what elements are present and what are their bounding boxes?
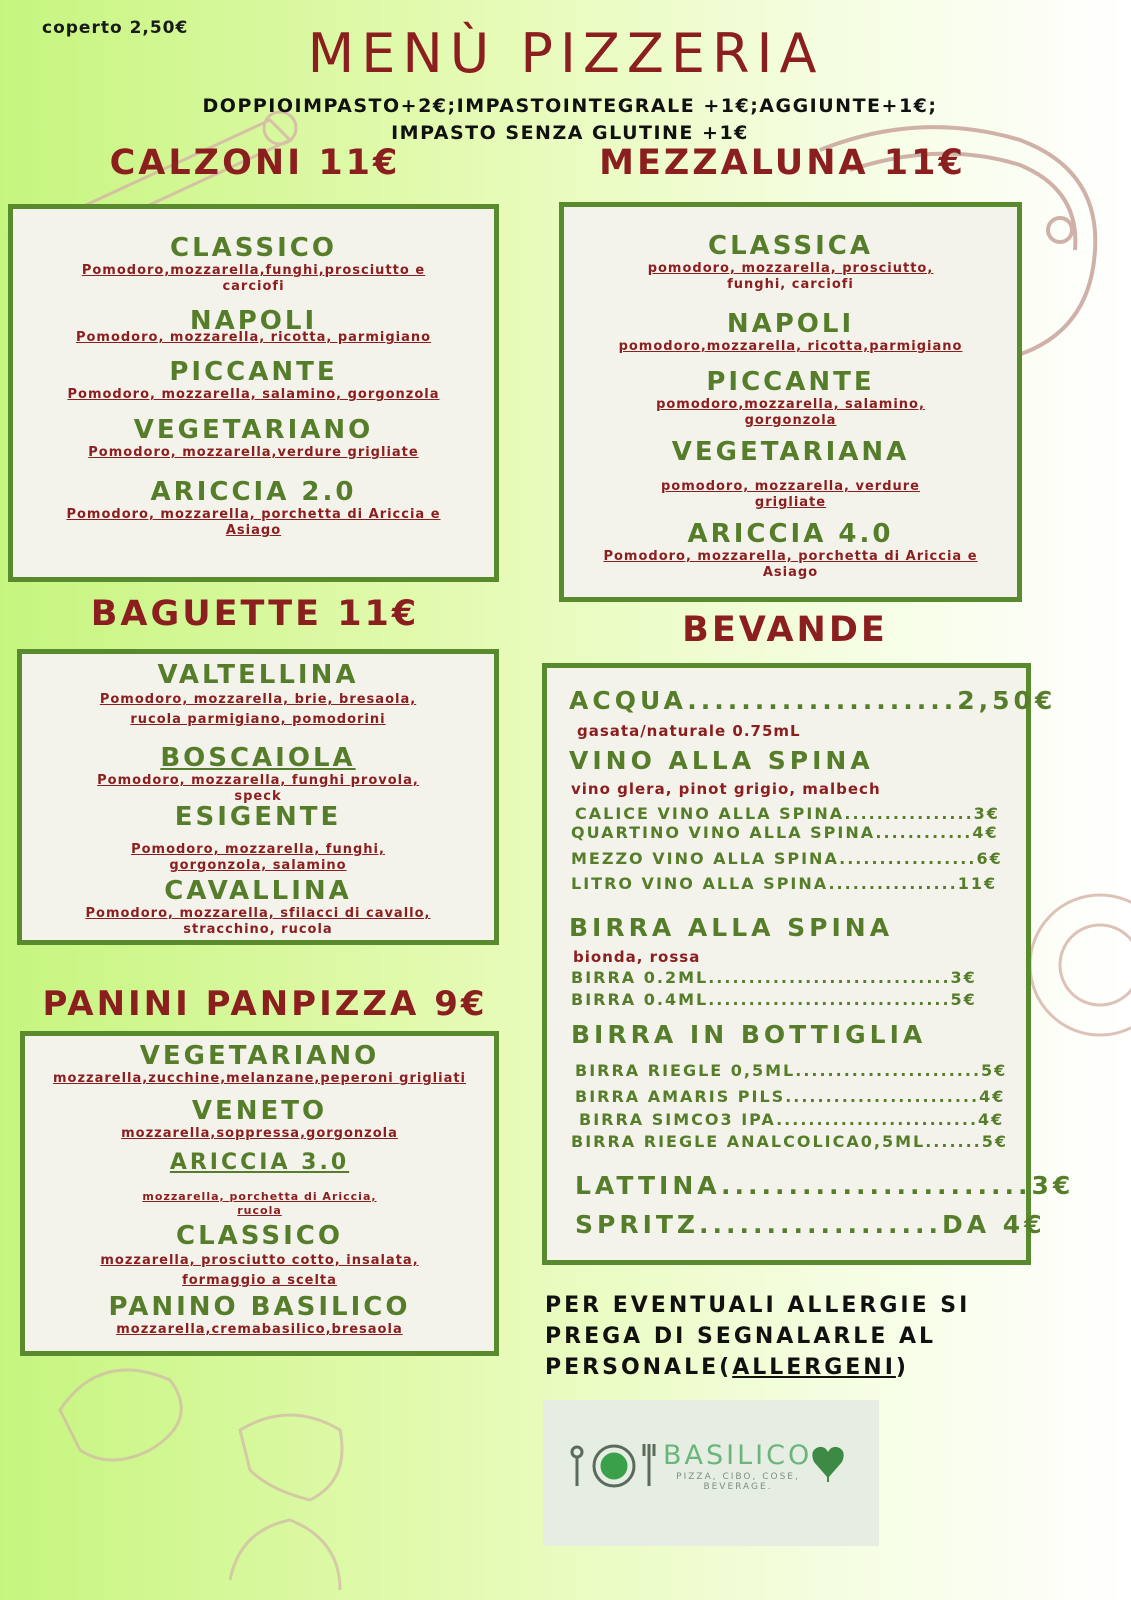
menu-item <box>25 1041 494 1087</box>
item-name: BOSCAIOLA <box>160 743 356 773</box>
acqua-note: gasata/naturale 0.75mL <box>577 722 801 740</box>
item-desc: Pomodoro, mozzarella, funghi provola, <box>97 773 419 788</box>
item-name: PICCANTE <box>169 357 338 387</box>
item-name: NAPOLI <box>726 309 855 339</box>
item-desc: gorgonzola, salamino <box>169 858 347 873</box>
item-desc: Pomodoro, mozzarella, brie, bresaola, <box>99 692 417 707</box>
item-desc: Pomodoro, mozzarella, funghi, <box>131 842 385 857</box>
mezzaluna-heading: MEZZALUNA 11€ <box>599 143 966 183</box>
item-name: VEGETARIANA <box>671 437 910 467</box>
item-desc: mozzarella, porchetta di Ariccia, <box>142 1190 377 1203</box>
baguette-box <box>17 649 499 945</box>
menu-item <box>564 437 1017 511</box>
birra-bott-row: BIRRA AMARIS PILS........................4€ <box>575 1087 1006 1106</box>
page-title: MENÙ PIZZERIA <box>307 22 824 85</box>
item-desc: Pomodoro, mozzarella, salamino, gorgonzola <box>67 387 440 402</box>
vino-row: MEZZO VINO ALLA SPINA.................6€ <box>571 849 1003 868</box>
item-name: ARICCIA 3.0 <box>169 1150 350 1175</box>
item-desc: speck <box>234 789 282 804</box>
item-desc: formaggio a scelta <box>182 1273 337 1288</box>
item-desc: pomodoro,mozzarella, ricotta,parmigiano <box>618 339 963 354</box>
item-desc: stracchino, rucola <box>183 922 333 937</box>
item-name: VENETO <box>191 1096 328 1126</box>
birra-bott-row: BIRRA RIEGLE 0,5ML.......................5€ <box>575 1061 1008 1080</box>
item-desc: carciofi <box>222 279 285 294</box>
extras-note <box>120 93 1020 147</box>
item-name: CAVALLINA <box>164 876 352 906</box>
extras-line-1: DOPPIOIMPASTO+2€;IMPASTOINTEGRALE +1€;AGGIUNTE+1€; <box>202 95 938 117</box>
item-name: CLASSICO <box>170 233 337 263</box>
menu-item <box>25 1221 494 1291</box>
item-desc: grigliate <box>754 495 827 510</box>
coperto-label: coperto 2,50€ <box>42 18 189 38</box>
vino-row: CALICE VINO ALLA SPINA................3€ <box>575 804 1000 823</box>
bevande-heading: BEVANDE <box>682 610 888 650</box>
birra-spina-row: BIRRA 0.4ML..............................5€ <box>571 990 977 1009</box>
birra-bott-row: BIRRA RIEGLE ANALCOLICA0,5ML.......5€ <box>571 1132 1009 1151</box>
menu-item <box>13 357 494 403</box>
vino-title: VINO ALLA SPINA <box>569 746 874 775</box>
item-desc: Pomodoro, mozzarella, sfilacci di cavallo, <box>85 906 431 921</box>
calzoni-heading: CALZONI 11€ <box>109 143 401 183</box>
item-name: NAPOLI <box>189 306 318 336</box>
birra-bott-row: BIRRA SIMCO3 IPA.........................4€ <box>579 1110 1005 1129</box>
item-desc: Asiago <box>225 523 282 538</box>
birra-spina-note: bionda, rossa <box>573 948 701 966</box>
item-desc: pomodoro, mozzarella, prosciutto, <box>647 261 934 276</box>
allergeni-link[interactable]: ALLERGENI <box>732 1355 896 1380</box>
panini-box <box>20 1031 499 1356</box>
menu-item <box>22 660 494 730</box>
item-desc: gorgonzola <box>744 413 837 428</box>
basilico-logo <box>543 1400 879 1546</box>
mushroom-sketch <box>40 1340 380 1600</box>
item-desc: rucola <box>237 1204 282 1217</box>
item-name: VEGETARIANO <box>139 1041 380 1071</box>
mezzaluna-box <box>559 202 1022 602</box>
spritz-row: SPRITZ..................DA 4€ <box>575 1210 1046 1239</box>
menu-item <box>25 1096 494 1142</box>
item-desc: Asiago <box>762 565 819 580</box>
item-name: ESIGENTE <box>174 802 342 832</box>
item-name: PICCANTE <box>706 367 875 397</box>
menu-item <box>22 876 494 938</box>
birra-bott-title: BIRRA IN BOTTIGLIA <box>571 1020 927 1049</box>
menu-item <box>564 231 1017 293</box>
item-name: CLASSICO <box>176 1221 343 1251</box>
logo-tagline-1: PIZZA, CIBO, COSE, <box>676 1472 800 1482</box>
item-desc: Pomodoro, mozzarella,verdure grigliate <box>88 445 419 460</box>
menu-item <box>564 309 1017 355</box>
menu-item <box>22 743 494 805</box>
extras-line-2: IMPASTO SENZA GLUTINE +1€ <box>391 122 749 144</box>
menu-item <box>564 519 1017 581</box>
item-desc: rucola parmigiano, pomodorini <box>130 712 386 727</box>
acqua-row: ACQUA....................2,50€ <box>569 686 1057 715</box>
item-name: PANINO BASILICO <box>108 1292 411 1322</box>
vino-note: vino glera, pinot grigio, malbech <box>571 780 881 798</box>
item-name: VEGETARIANO <box>133 415 374 445</box>
menu-item <box>13 477 494 539</box>
item-desc: pomodoro, mozzarella, verdure <box>660 479 920 494</box>
menu-item <box>25 1148 494 1218</box>
item-desc: Pomodoro,mozzarella,funghi,prosciutto e <box>81 263 426 278</box>
calzoni-box <box>8 204 499 582</box>
vino-row: QUARTINO VINO ALLA SPINA............4€ <box>571 823 999 842</box>
item-desc: funghi, carciofi <box>727 277 854 292</box>
heart-basil-icon <box>811 1442 845 1482</box>
item-desc: pomodoro,mozzarella, salamino, <box>656 397 925 412</box>
menu-item <box>25 1292 494 1338</box>
item-desc: Pomodoro, mozzarella, porchetta di Ariccia e <box>66 507 441 522</box>
panini-heading: PANINI PANPIZZA 9€ <box>42 984 488 1024</box>
item-name: ARICCIA 4.0 <box>687 519 894 549</box>
item-name: ARICCIA 2.0 <box>150 477 357 507</box>
item-name: CLASSICA <box>708 231 873 261</box>
logo-tagline-2: BEVERAGE. <box>703 1482 773 1492</box>
menu-item <box>13 415 494 461</box>
menu-item <box>13 233 494 295</box>
menu-item <box>22 802 494 874</box>
item-name: VALTELLINA <box>157 660 359 690</box>
birra-spina-row: BIRRA 0.2ML..............................3€ <box>571 968 977 987</box>
allergy-text: PER EVENTUALI ALLERGIE SI PREGA DI SEGNALARLE AL PERSONALE( <box>545 1293 971 1380</box>
item-desc: mozzarella,zucchine,melanzane,peperoni grigliati <box>52 1071 467 1086</box>
birra-spina-title: BIRRA ALLA SPINA <box>569 913 894 942</box>
lattina-row: LATTINA.......................3€ <box>575 1171 1075 1200</box>
menu-item <box>564 367 1017 429</box>
item-desc: mozzarella, prosciutto cotto, insalata, <box>100 1253 419 1268</box>
item-desc: mozzarella,cremabasilico,bresaola <box>116 1322 403 1337</box>
logo-name: BASILICO <box>663 1440 813 1471</box>
allergy-end: ) <box>895 1355 909 1380</box>
item-desc: Pomodoro, mozzarella, ricotta, parmigiano <box>75 330 432 345</box>
logo-tagline <box>663 1472 813 1492</box>
item-desc: mozzarella,soppressa,gorgonzola <box>121 1126 398 1141</box>
vino-row: LITRO VINO ALLA SPINA................11€ <box>571 874 998 893</box>
allergy-notice <box>545 1290 975 1383</box>
menu-item <box>13 306 494 346</box>
bevande-box <box>542 663 1075 1265</box>
item-desc: Pomodoro, mozzarella, porchetta di Ariccia e <box>603 549 978 564</box>
baguette-heading: BAGUETTE 11€ <box>90 594 420 634</box>
